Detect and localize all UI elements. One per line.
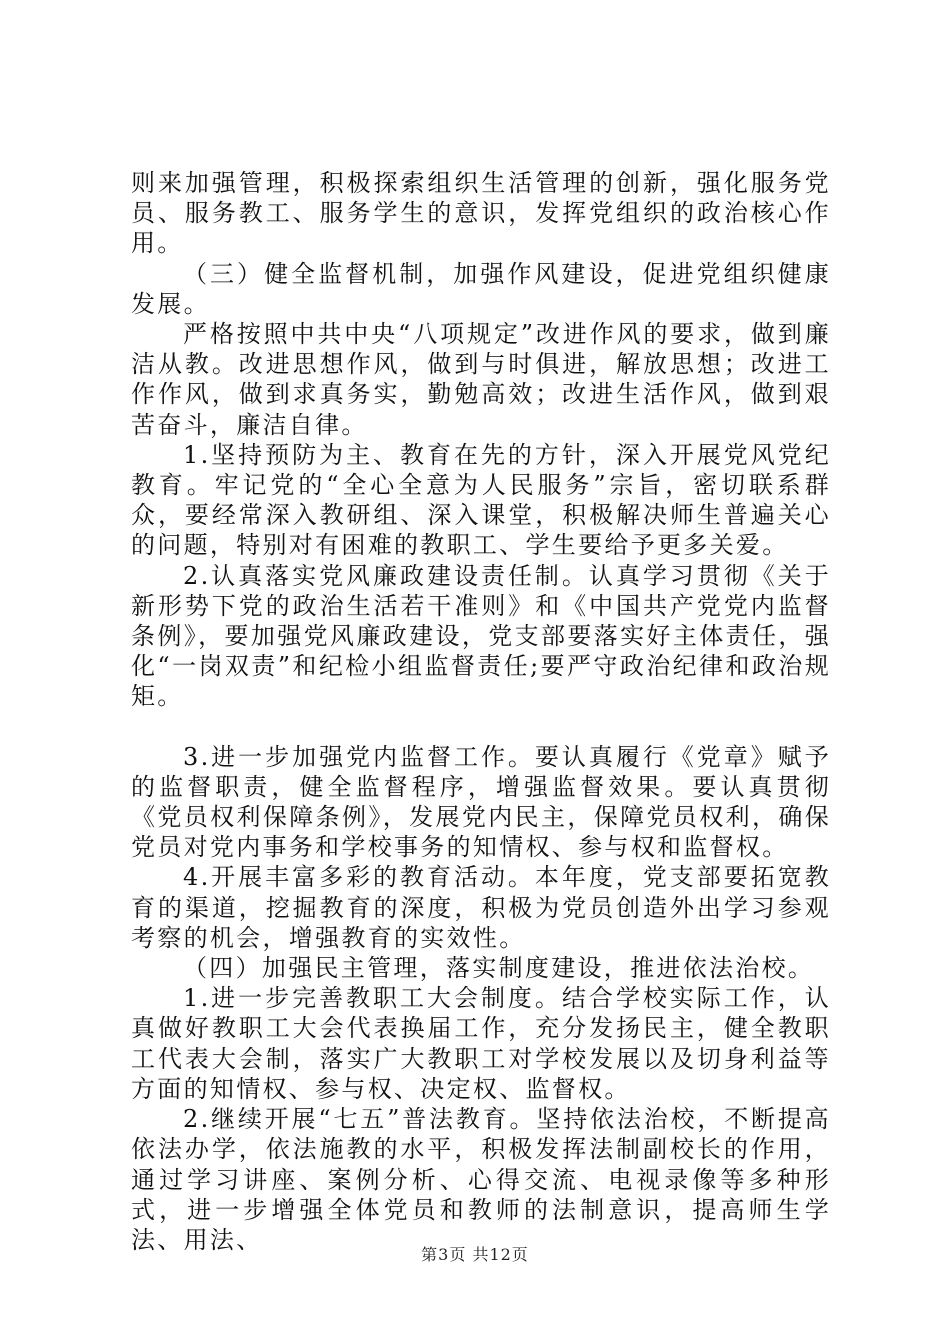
paragraph-conduct-rules: 严格按照中共中央“八项规定”改进作风的要求，做到廉洁从教。改进思想作风，做到与时俱进，解放思想；改进工作作风，做到求真务实，勤勉高效；改进生活作风，做到艰苦奋斗，廉洁自律。 [131,320,831,439]
list-item-4-activities: 4.开展丰富多彩的教育活动。本年度，党支部要拓宽教育的渠道，挖掘教育的深度，积极为党员创造外出学习参观考察的机会，增强教育的实效性。 [131,863,831,952]
document-body [131,168,831,1255]
list-item-2-law-education: 2.继续开展“七五”普法教育。坚持依法治校，不断提高依法办学，依法施教的水平，积极发挥法制副校长的作用，通过学习讲座、案例分析、心得交流、电视录像等多种形式，进一步增强全体党员和教师的法制意识，提高师生学法、用法、 [131,1105,831,1254]
section-heading-three: （三）健全监督机制，加强作风建设，促进党组织健康发展。 [131,259,831,318]
list-item-2-responsibility: 2.认真落实党风廉政建设责任制。认真学习贯彻《关于新形势下党的政治生活若干准则》和《中国共产党党内监督条例》，要加强党风廉政建设，党支部要落实好主体责任，强化“一岗双责”和纪检小组监督责任;要严守政治纪律和政治规矩。 [131,561,831,711]
paragraph-continuation: 则来加强管理，积极探索组织生活管理的创新，强化服务党员、服务教工、服务学生的意识，发挥党组织的政治核心作用。 [131,169,831,258]
page-number-footer: 第3页 共12页 [421,1245,529,1264]
list-item-1-congress: 1.进一步完善教职工大会制度。结合学校实际工作，认真做好教职工大会代表换届工作，充分发扬民主，健全教职工代表大会制，落实广大教职工对学校发展以及切身利益等方面的知情权、参与权、决定权、监督权。 [131,984,831,1103]
section-heading-four: （四）加强民主管理，落实制度建设，推进依法治校。 [183,954,815,983]
list-item-3-supervision: 3.进一步加强党内监督工作。要认真履行《党章》赋予的监督职责，健全监督程序，增强监督效果。要认真贯彻《党员权利保障条例》，发展党内民主，保障党员权利，确保党员对党内事务和学校事务的知情权、参与权和监督权。 [131,742,831,862]
list-item-1-prevention: 1.坚持预防为主、教育在先的方针，深入开展党风党纪教育。牢记党的“全心全意为人民服务”宗旨，密切联系群众，要经常深入教研组、深入课堂，积极解决师生普遍关心的问题，特别对有困难的教职工、学生要给予更多关爱。 [131,440,831,560]
